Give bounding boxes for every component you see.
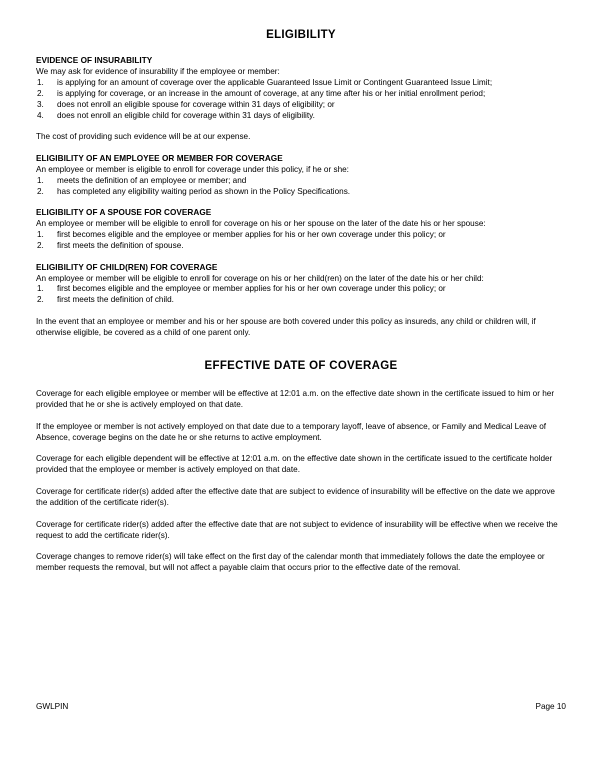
- list-item-text: first becomes eligible and the employee or member applies for his or her own coverage under this policy; or: [57, 284, 446, 294]
- section-intro-evidence-of-insurability: We may ask for evidence of insurability if the employee or member:: [36, 67, 280, 77]
- effective-date-paragraph: Coverage for each eligible employee or member will be effective at 12:01 a.m. on the effective date shown in the certificate issued to him or her provided that he or she is actively employed on that date.: [36, 389, 555, 409]
- spacer: [36, 541, 566, 552]
- section-closing-eligibility-children: In the event that an employee or member and his or her spouse are both covered under this policy as insureds, any child or children will, if otherwise eligible, be covered as a child of one parent only.: [36, 317, 536, 337]
- effective-date-paragraph: Coverage changes to remove rider(s) will take effect on the first day of the calendar month that immediately follows the date the employee or member requests the removal, but will not affect a payable claim that occurs prior to the effective date of the removal.: [36, 552, 545, 573]
- list-item: [36, 111, 566, 122]
- list-item: [36, 89, 566, 100]
- list-item-text: is applying for an amount of coverage over the applicable Guaranteed Issue Limit or Contingent Guaranteed Issue Limit;: [57, 78, 493, 88]
- list-eligibility-children: [36, 284, 566, 306]
- list-item: [36, 187, 566, 198]
- page-title-effective-date: EFFECTIVE DATE OF COVERAGE: [204, 359, 398, 372]
- list-marker: 2.: [37, 240, 44, 250]
- document-content: [36, 28, 566, 574]
- effective-date-paragraph: Coverage for each eligible dependent will be effective at 12:01 a.m. on the effective date shown in the certificate issued to the certificate holder provided that the employee or member is actively employed on that date.: [36, 454, 553, 475]
- spacer: [36, 306, 566, 317]
- section-eligibility-spouse: [36, 208, 566, 251]
- footer-page-number: Page 10: [535, 702, 566, 711]
- section-effective-date: [36, 389, 566, 574]
- section-intro-eligibility-employee: An employee or member is eligible to enroll for coverage under this policy, if he or she:: [36, 165, 349, 174]
- list-item-text: does not enroll an eligible child for coverage within 31 days of eligibility.: [57, 110, 315, 120]
- list-item: [36, 176, 566, 187]
- list-marker: 1.: [37, 230, 44, 240]
- list-marker: 1.: [37, 284, 44, 294]
- list-item: [36, 100, 566, 111]
- effective-date-paragraph: Coverage for certificate rider(s) added after the effective date that are subject to evidence of insurability will be effective on the date we approve the addition of the certificate rider(s).: [36, 487, 555, 507]
- list-marker: 1.: [37, 78, 44, 88]
- list-item-text: is applying for coverage, or an increase in the amount of coverage, at any time after his or her initial enrollment period;: [57, 88, 486, 98]
- section-closing-evidence-of-insurability: The cost of providing such evidence will be at our expense.: [36, 132, 251, 142]
- list-item-text: meets the definition of an employee or member; and: [57, 175, 247, 185]
- spacer: [36, 143, 566, 154]
- spacer: [36, 509, 566, 520]
- list-item-text: first becomes eligible and the employee or member applies for his or her own coverage under this policy; or: [57, 230, 446, 240]
- section-intro-eligibility-children: An employee or member will be eligible to enroll for coverage on his or her child(ren) on the later of the date his or her child:: [36, 273, 484, 283]
- section-eligibility-children: [36, 263, 566, 339]
- list-item: [36, 78, 566, 89]
- spacer: [36, 197, 566, 208]
- list-item-text: first meets the definition of spouse.: [57, 240, 184, 250]
- section-intro-eligibility-spouse: An employee or member will be eligible to enroll for coverage on his or her spouse on the later of the date his or her spouse:: [36, 219, 486, 229]
- page-title-eligibility: ELIGIBILITY: [266, 29, 336, 41]
- section-heading-eligibility-employee: ELIGIBILITY OF AN EMPLOYEE OR MEMBER FOR COVERAGE: [36, 154, 283, 164]
- list-marker: 1.: [37, 175, 44, 185]
- list-item-text: does not enroll an eligible spouse for coverage within 31 days of eligibility; or: [57, 99, 335, 109]
- list-marker: 3.: [37, 99, 44, 109]
- list-item: [36, 241, 566, 252]
- list-item: [36, 295, 566, 306]
- section-evidence-of-insurability: [36, 56, 566, 143]
- spacer: [36, 476, 566, 487]
- list-item-text: first meets the definition of child.: [57, 295, 174, 305]
- effective-date-paragraph: If the employee or member is not actively employed on that date due to a temporary layoff, leave of absence, or Family and Medical Leave of Absence, coverage begins on the date he or she returns to active employment.: [36, 421, 547, 442]
- footer-form-number: GWLPIN: [36, 702, 69, 711]
- list-item: [36, 230, 566, 241]
- list-marker: 2.: [37, 186, 44, 196]
- list-eligibility-employee: [36, 176, 566, 198]
- list-item: [36, 284, 566, 295]
- page-footer: [36, 702, 566, 713]
- spacer: [36, 121, 566, 132]
- spacer: [36, 252, 566, 263]
- section-eligibility-employee: [36, 154, 566, 197]
- spacer: [36, 411, 566, 422]
- section-heading-eligibility-children: ELIGIBILITY OF CHILD(REN) FOR COVERAGE: [36, 262, 218, 272]
- section-heading-eligibility-spouse: ELIGIBILITY OF A SPOUSE FOR COVERAGE: [36, 208, 212, 218]
- list-eligibility-spouse: [36, 230, 566, 252]
- list-evidence-of-insurability: [36, 78, 566, 121]
- list-item-text: has completed any eligibility waiting period as shown in the Policy Specifications.: [57, 186, 351, 196]
- list-marker: 4.: [37, 110, 44, 120]
- list-marker: 2.: [37, 295, 44, 305]
- spacer: [36, 443, 566, 454]
- list-marker: 2.: [37, 88, 44, 98]
- effective-date-paragraph: Coverage for certificate rider(s) added after the effective date that are not subject to evidence of insurability will be effective when we receive the request to add the certificate rider(s).: [36, 519, 558, 540]
- section-heading-evidence-of-insurability: EVIDENCE OF INSURABILITY: [36, 56, 153, 66]
